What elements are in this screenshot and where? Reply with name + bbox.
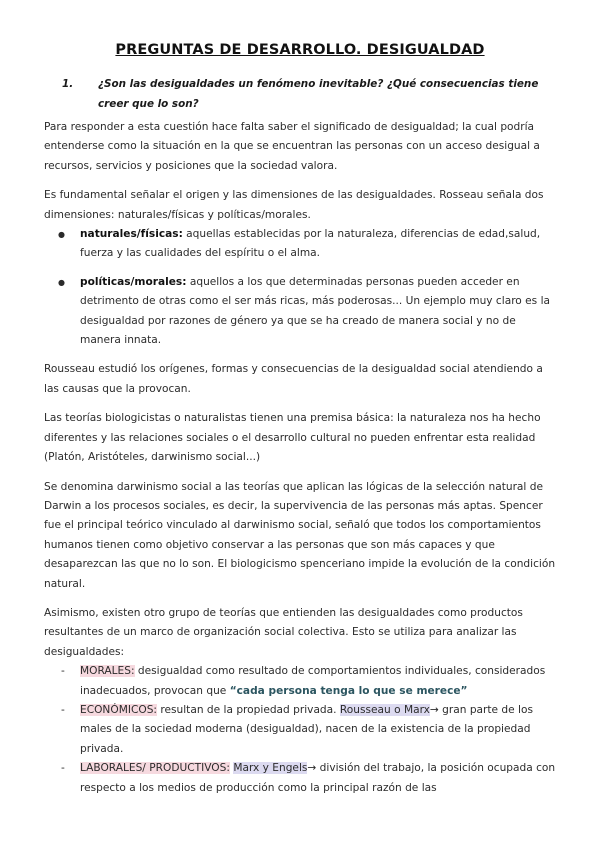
label-laborales: LABORALES/ PRODUCTIVOS: [80, 762, 230, 775]
authors-laborales: Marx y Engels [233, 762, 308, 775]
bullet-term: naturales/físicas: [80, 228, 183, 241]
question-text: ¿Son las desigualdades un fenómeno inevitable? ¿Qué consecuencias tiene creer que lo son? [98, 78, 539, 110]
paragraph-dimensions: Es fundamental señalar el origen y las dimensiones de las desigualdades. Rosseau señala dos dimensiones: naturales/físicas y políticas/morales. [44, 189, 544, 221]
quote-morales: “cada persona tenga lo que se merece” [229, 684, 468, 697]
question-number: 1. [62, 78, 74, 90]
bullet-text: aquellas establecidas por la naturaleza, diferencias de edad,salud, fuerza y las cualidades del espíritu o el alma. [80, 228, 541, 260]
authors-economicos: Rousseau o Marx [339, 703, 430, 716]
paragraph-definition: Para responder a esta cuestión hace falta saber el significado de desigualdad; la cual podría entenderse como la situación en la que se encuentran las personas con un acceso desigual a recursos, servicios y posiciones que la sociedad valora. [44, 121, 540, 172]
list-item-economicos [44, 701, 556, 759]
document-title: PREGUNTAS DE DESARROLLO. DESIGUALDAD [115, 42, 485, 58]
inequality-types-list [44, 662, 556, 798]
paragraph-social-theories: Asimismo, existen otro grupo de teorías que entienden las desigualdades como productos resultantes de un marco de organización social colectiva. Esto se utiliza para analizar las desigualdades: [44, 606, 523, 658]
bullet-term: políticas/morales: [80, 275, 187, 288]
list-item-morales [44, 662, 556, 701]
text-economicos-2: → gran parte de los males de la sociedad moderna (desigualdad), nacen de la existencia de la propiedad privada. [80, 703, 533, 755]
text-economicos-1: resultan de la propiedad privada. [157, 703, 340, 716]
document-body [44, 74, 556, 798]
label-morales: MORALES: [80, 665, 135, 678]
list-item-laborales [44, 759, 556, 798]
paragraph-rousseau: Rousseau estudió los orígenes, formas y consecuencias de la desigualdad social atendiendo a las causas que la provocan. [44, 363, 543, 395]
question-heading [44, 74, 556, 114]
list-item [44, 273, 556, 351]
text-morales: desigualdad como resultado de comportamientos individuales, considerados inadecuados, provocan que [80, 665, 546, 697]
label-economicos: ECONÓMICOS: [80, 703, 157, 716]
bullet-text: aquellos a los que determinadas personas pueden acceder en detrimento de otras como el ser más ricas, más poderosas... Un ejemplo muy claro es la desigualdad por razones de género ya que se ha creado de manera social y no de manera innata. [80, 275, 550, 347]
list-item [44, 225, 556, 264]
dimensions-list [44, 225, 556, 350]
paragraph-social-darwinism: Se denomina darwinismo social a las teorías que aplican las lógicas de la selección natural de Darwin a los procesos sociales, es decir, la supervivencia de las personas más aptas. Spencer fue el principal teórico vinculado al darwinismo social, señaló que todos los comportamientos humanos tienen como objetivo conservar a las personas que son más capaces y que desaparezcan las que no lo son. El biologicismo spenceriano impide la evolución de la condición natural. [44, 480, 556, 590]
paragraph-biologicist: Las teorías biologicistas o naturalistas tienen una premisa básica: la naturaleza nos ha hecho diferentes y las relaciones sociales o el desarrollo cultural no pueden enfrentar esta realidad (Platón, Aristóteles, darwinismo social...) [44, 412, 541, 464]
text-laborales: → división del trabajo, la posición ocupada con respecto a los medios de producción como la principal razón de las [80, 762, 556, 794]
